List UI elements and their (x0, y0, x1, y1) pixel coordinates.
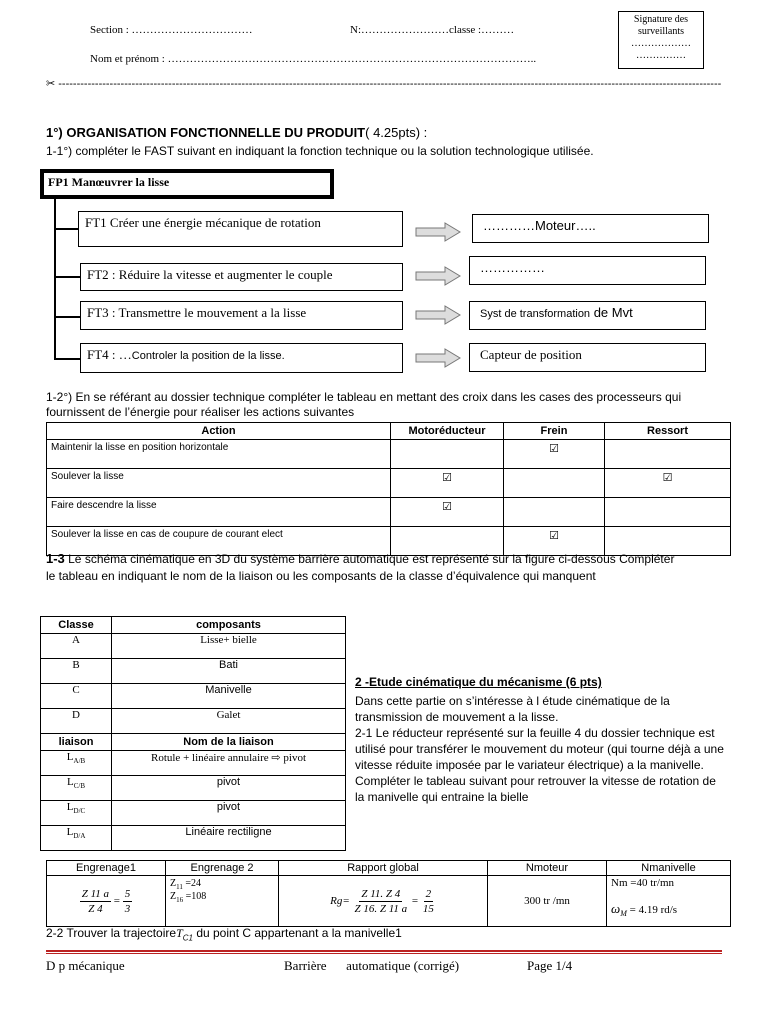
classes-table (40, 616, 346, 851)
footer-left: D p mécanique (46, 958, 125, 973)
cut-line: ✂ ------------------------------------------------------------------------------------------------------------------------------------------------------------------------------------- (46, 78, 722, 90)
class-cell: B (41, 659, 112, 684)
footer-page: Page 1/4 (527, 958, 573, 973)
class-cell: A (41, 634, 112, 659)
ft2-box: FT2 : Réduire la vitesse et augmenter le couple (80, 263, 403, 291)
question-1-2: 1-2°) En se référant au dossier technique compléter le tableau en mettant des croix dans les cases des processeurs qui fournissent de l’énergie pour réaliser les actions suivantes (46, 390, 682, 419)
checkbox-cell: ☑ (605, 469, 731, 498)
q22-text-a: 2-2 Trouver la trajectoire (46, 926, 177, 940)
z16-letter: Z (170, 891, 177, 902)
number-class-field: N:……………………classe :……… (350, 24, 515, 36)
liaison-letter: L (66, 801, 74, 813)
col-nmanivelle: Nmanivelle (607, 861, 731, 876)
table-row (47, 498, 731, 527)
table-row (41, 801, 346, 826)
q22-text-b: du point C appartenant a la manivelle1 (192, 926, 402, 940)
table-row (47, 469, 731, 498)
signature-box (618, 11, 704, 69)
liaison-cell (41, 776, 112, 801)
z16-value: =108 (183, 891, 207, 902)
ft3-solution-a: Syst de transformation (480, 308, 591, 320)
e1-result-num: 5 (124, 887, 131, 900)
omega-sub: M (620, 909, 627, 919)
col-engrenage1: Engrenage1 (47, 861, 166, 876)
class-cell: C (41, 684, 112, 709)
checkbox-cell (504, 469, 605, 498)
fast-branch-4 (54, 358, 82, 360)
ft3-solution-b: de Mvt (593, 305, 633, 320)
table-row (41, 684, 346, 709)
component-cell: Galet (112, 709, 346, 734)
liaison-letter: L (66, 751, 74, 763)
tau-symbol: T (176, 926, 183, 940)
component-cell: Manivelle (112, 684, 346, 709)
table-row (41, 776, 346, 801)
liaison-sub: D/A (73, 832, 86, 841)
e1-equals: = (113, 894, 121, 907)
component-cell: Lisse+ bielle (112, 634, 346, 659)
energy-table (46, 422, 731, 556)
omega-symbol: ω (611, 901, 621, 916)
table-row (41, 659, 346, 684)
liaison-sub: A/B (73, 757, 86, 766)
footer-center: Barrière automatique (corrigé) (284, 958, 460, 973)
fast-vertical-connector (54, 199, 56, 359)
checkbox-cell (391, 440, 504, 469)
action-cell: Soulever la lisse (47, 469, 391, 498)
ft1-box: FT1 Créer une énergie mécanique de rotation (78, 211, 403, 247)
table-row (47, 440, 731, 469)
part2-text: Dans cette partie on s’intéresse à l étude cinématique de la transmission de mouvement a la lisse. 2-1 Le réducteur représenté sur la feuille 4 du dossier technique est utilisé pour transférer le mouvement du moteur (qui tourne déjà a une vitesse réduite imposée par le variateur électrique) a la manivelle. Compléter le tableau suivant pour retrouver la vitesse de rotation de la manivelle qui entraine la bielle (355, 694, 724, 804)
action-cell: Soulever la lisse en cas de coupure de courant elect (47, 527, 391, 556)
col-motoreducteur: Motoréducteur (391, 423, 504, 440)
rg-equals: = (411, 894, 419, 907)
ft3-box: FT3 : Transmettre le mouvement a la lisse (80, 301, 403, 330)
signature-line-1: ……………… (631, 38, 691, 49)
table-row (41, 826, 346, 851)
fast-branch-1 (54, 228, 80, 230)
liaison-cell (41, 801, 112, 826)
z11-sub: 11 (176, 883, 183, 891)
arrow-right-icon (415, 348, 461, 368)
liaison-name-cell: Linéaire rectiligne (112, 826, 346, 851)
action-cell: Maintenir la lisse en position horizontale (47, 440, 391, 469)
rg-label: Rg= (330, 894, 350, 907)
rg-numerator: Z 11. Z 4 (361, 887, 401, 900)
ft4-label-text: Controler la position de la lisse. (131, 350, 285, 362)
e1-result-fraction (123, 887, 133, 916)
rg-result-fraction (421, 887, 436, 916)
arrow-right-icon (415, 305, 461, 325)
z16-sub: 16 (176, 896, 184, 904)
tau-sub: C1 (182, 933, 193, 943)
col-nom-liaison: Nom de la liaison (112, 734, 346, 751)
col-ressort: Ressort (605, 423, 731, 440)
ft1-solution-box: …………Moteur….. (472, 214, 709, 243)
question-1-3 (46, 550, 686, 585)
section-field: Section : …………………………… (90, 24, 253, 36)
e1-fraction (80, 887, 111, 916)
fp1-box: FP1 Manœuvrer la lisse (40, 169, 334, 199)
question-1-3-text: Le schéma cinématique en 3D du système barrière automatique est représenté sur la figure ci-dessous Compléter le tableau en indiquant le nom de la liaison ou les composants de la classe d’équivalence qui manquent (46, 552, 675, 583)
liaison-letter: L (66, 776, 74, 788)
table-row (41, 634, 346, 659)
z11-line (170, 878, 274, 891)
z16-line (170, 891, 274, 904)
part1-title-text: 1°) ORGANISATION FONCTIONNELLE DU PRODUIT (46, 125, 366, 140)
z11-value: =24 (182, 878, 201, 889)
component-cell: Bati (112, 659, 346, 684)
e1-denominator: Z 4 (88, 902, 103, 915)
liaison-cell (41, 826, 112, 851)
ft4-label-prefix: FT4 : … (87, 347, 132, 362)
arrow-right-icon (415, 222, 461, 242)
e1-numerator: Z 11 a (81, 887, 110, 900)
nm-value: Nm =40 tr/mn (611, 877, 675, 889)
col-engrenage2: Engrenage 2 (166, 861, 279, 876)
gear-table (46, 860, 731, 927)
col-nmoteur: Nmoteur (488, 861, 607, 876)
col-action: Action (47, 423, 391, 440)
name-field: Nom et prénom : ……………………………………………………………………………………….. (90, 53, 537, 65)
footer-rule-thin (46, 953, 722, 954)
checkbox-cell: ☑ (504, 440, 605, 469)
checkbox-cell: ☑ (391, 469, 504, 498)
question-2-2 (46, 926, 402, 942)
signature-line-2: …………… (636, 50, 686, 61)
checkbox-cell (605, 440, 731, 469)
liaison-name-cell: Rotule + linéaire annulaire ⇨ pivot (112, 751, 346, 776)
table-row (41, 751, 346, 776)
z11-letter: Z (170, 878, 177, 889)
col-rapport-global: Rapport global (279, 861, 488, 876)
fast-branch-3 (54, 316, 82, 318)
rg-result-num: 2 (425, 887, 432, 900)
question-1-3-number: 1-3 (46, 551, 65, 566)
nmoteur-cell: 300 tr /mn (488, 876, 607, 927)
ft4-box (80, 343, 403, 373)
rg-fraction (353, 887, 410, 916)
nmanivelle-cell (607, 876, 731, 927)
omega-value: = 4.19 rd/s (626, 904, 678, 916)
checkbox-cell: ☑ (391, 498, 504, 527)
col-composants: composants (112, 617, 346, 634)
col-classe: Classe (41, 617, 112, 634)
engrenage2-cell (166, 876, 279, 927)
checkbox-cell (504, 498, 605, 527)
table-row (41, 709, 346, 734)
fast-branch-2 (54, 276, 82, 278)
liaison-cell (41, 751, 112, 776)
rapport-global-cell (279, 876, 488, 927)
checkbox-cell (605, 498, 731, 527)
liaison-sub: D/C (73, 807, 86, 816)
omega-line (611, 901, 726, 918)
footer-rule (46, 950, 722, 952)
arrow-right-icon (415, 266, 461, 286)
engrenage1-cell (47, 876, 166, 927)
signature-title: Signature des surveillants (633, 14, 689, 37)
e1-result-den: 3 (124, 902, 131, 915)
ft2-solution-box: …………… (469, 256, 706, 285)
liaison-letter: L (66, 826, 74, 838)
col-frein: Frein (504, 423, 605, 440)
liaison-name-cell: pivot (112, 801, 346, 826)
table-row (47, 876, 731, 927)
question-1-1: 1-1°) compléter le FAST suivant en indiquant la fonction technique ou la solution technologique utilisée. (46, 144, 594, 158)
checkbox-cell: ☑ (504, 527, 605, 556)
ft4-solution-box: Capteur de position (469, 343, 706, 372)
liaison-name-cell: pivot (112, 776, 346, 801)
class-cell: D (41, 709, 112, 734)
action-cell: Faire descendre la lisse (47, 498, 391, 527)
rg-result-den: 15 (422, 902, 434, 915)
rg-denominator: Z 16. Z 11 a (354, 902, 408, 915)
part1-title (46, 125, 427, 140)
part2-title: 2 -Etude cinématique du mécanisme (6 pts) (355, 675, 602, 689)
col-liaison: liaison (41, 734, 112, 751)
liaison-sub: C/B (73, 782, 86, 791)
part1-points: ( 4.25pts) : (365, 125, 428, 140)
ft3-solution-box (469, 301, 706, 330)
